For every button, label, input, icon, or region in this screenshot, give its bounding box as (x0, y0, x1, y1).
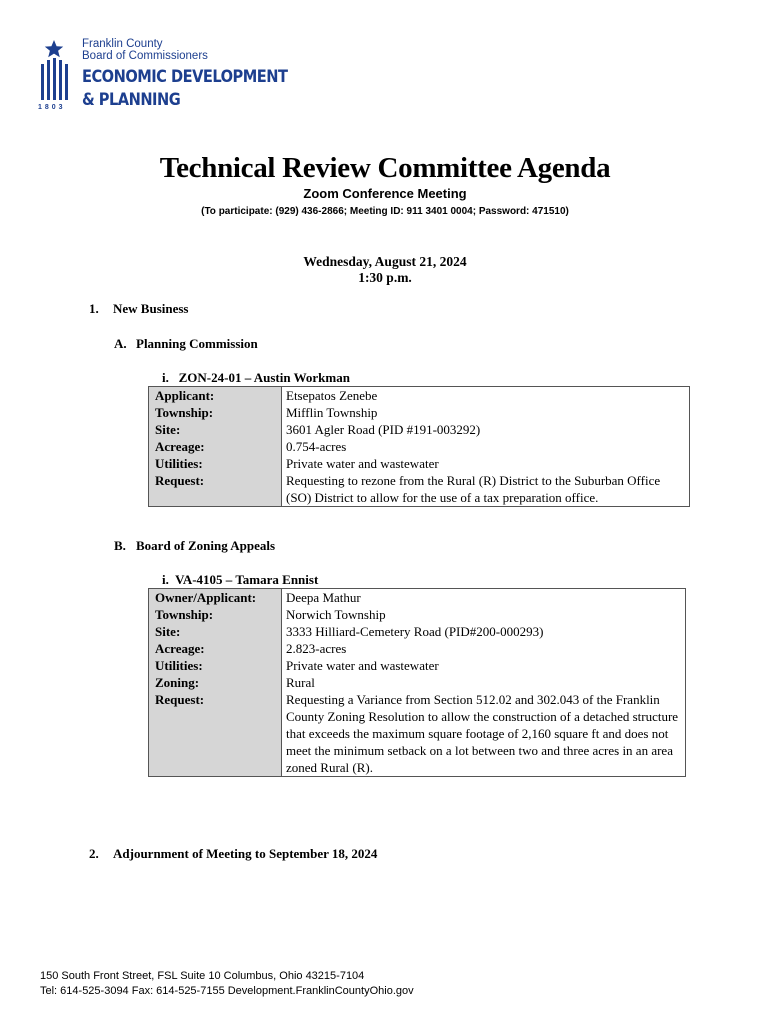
page-title: Technical Review Committee Agenda (159, 152, 611, 184)
case-row-label: Acreage: (149, 438, 282, 455)
case-row (149, 589, 686, 607)
case-row-label: Site: (149, 623, 282, 640)
case-row-label: Zoning: (149, 674, 282, 691)
case-row (149, 640, 686, 657)
case-row-label: Site: (149, 421, 282, 438)
case-table-zon-24-01 (148, 386, 690, 507)
case-row (149, 472, 690, 507)
meeting-subtitle: Zoom Conference Meeting (303, 186, 467, 201)
case-row (149, 404, 690, 421)
participation-info: (To participate: (929) 436-2866; Meeting ID: 911 3401 0004; Password: 471510) (201, 206, 569, 217)
case-row (149, 606, 686, 623)
meeting-time: 1:30 p.m. (358, 270, 412, 285)
case-row-label: Owner/Applicant: (149, 589, 282, 607)
subsection-label: Planning Commission (136, 336, 258, 351)
subsection-label: Board of Zoning Appeals (136, 538, 276, 553)
case-row-value: 0.754-acres (282, 438, 690, 455)
case-row-label: Applicant: (149, 387, 282, 405)
case-row-label: Request: (149, 472, 282, 507)
case-row-label: Township: (149, 404, 282, 421)
case-row (149, 657, 686, 674)
department-logo (38, 38, 288, 116)
case-row (149, 455, 690, 472)
meeting-date: Wednesday, August 21, 2024 (303, 254, 467, 269)
case-row (149, 623, 686, 640)
section-label: New Business (113, 301, 189, 316)
logo-board-text: Board of Commissioners (82, 50, 208, 62)
case-row-value: 3333 Hilliard-Cemetery Road (PID#200-000293) (282, 623, 686, 640)
case-row-value: Private water and wastewater (282, 455, 690, 472)
footer-contact: Tel: 614-525-3094 Fax: 614-525-7155 Development.FranklinCountyOhio.gov (40, 985, 414, 997)
case-row-label: Utilities: (149, 455, 282, 472)
case-row-value: Deepa Mathur (282, 589, 686, 607)
logo-dept-line2: & PLANNING (82, 90, 181, 110)
section-adjournment (89, 846, 377, 862)
section-number: 2. (89, 846, 99, 861)
case-row-label: Utilities: (149, 657, 282, 674)
case-row-label: Acreage: (149, 640, 282, 657)
case-row-value: Private water and wastewater (282, 657, 686, 674)
case-row-value: Rural (282, 674, 686, 691)
case-row-value: Requesting a Variance from Section 512.02 and 302.043 of the Franklin County Zoning Resolution to allow the construction of a detached structure that exceeds the maximum square footage of 2,160 square ft and does not meet the minimum setback on a lot between two and three acres in an area zoned Rural (R). (282, 691, 686, 777)
logo-dept-line1: ECONOMIC DEVELOPMENT (82, 67, 288, 87)
case-row (149, 674, 686, 691)
case-row-value: Requesting to rezone from the Rural (R) District to the Suburban Office (SO) District to allow for the use of a tax preparation office. (282, 472, 690, 507)
case-row-value: 3601 Agler Road (PID #191-003292) (282, 421, 690, 438)
courthouse-star-icon (38, 38, 74, 104)
case-table-va-4105 (148, 588, 686, 777)
subsection-planning-commission (114, 336, 258, 352)
subsection-letter: B. (114, 538, 126, 553)
section-number: 1. (89, 301, 99, 316)
case-row-value: Mifflin Township (282, 404, 690, 421)
case-row-label: Township: (149, 606, 282, 623)
subsection-letter: A. (114, 336, 127, 351)
section-new-business (89, 301, 189, 317)
case-row (149, 387, 690, 405)
case-row (149, 421, 690, 438)
case-row-value: Norwich Township (282, 606, 686, 623)
case-row (149, 438, 690, 455)
case-row-label: Request: (149, 691, 282, 777)
subsection-bza (114, 538, 275, 554)
case-row (149, 691, 686, 777)
case-heading-va-4105: i. VA-4105 – Tamara Ennist (162, 572, 319, 587)
case-heading-zon-24-01: i. ZON-24-01 – Austin Workman (162, 370, 350, 385)
section-label: Adjournment of Meeting to September 18, 2024 (113, 846, 378, 861)
case-row-value: 2.823-acres (282, 640, 686, 657)
logo-year: 1803 (38, 104, 66, 111)
footer-address: 150 South Front Street, FSL Suite 10 Columbus, Ohio 43215-7104 (40, 970, 365, 982)
case-row-value: Etsepatos Zenebe (282, 387, 690, 405)
logo-county-text: Franklin County (82, 38, 163, 50)
